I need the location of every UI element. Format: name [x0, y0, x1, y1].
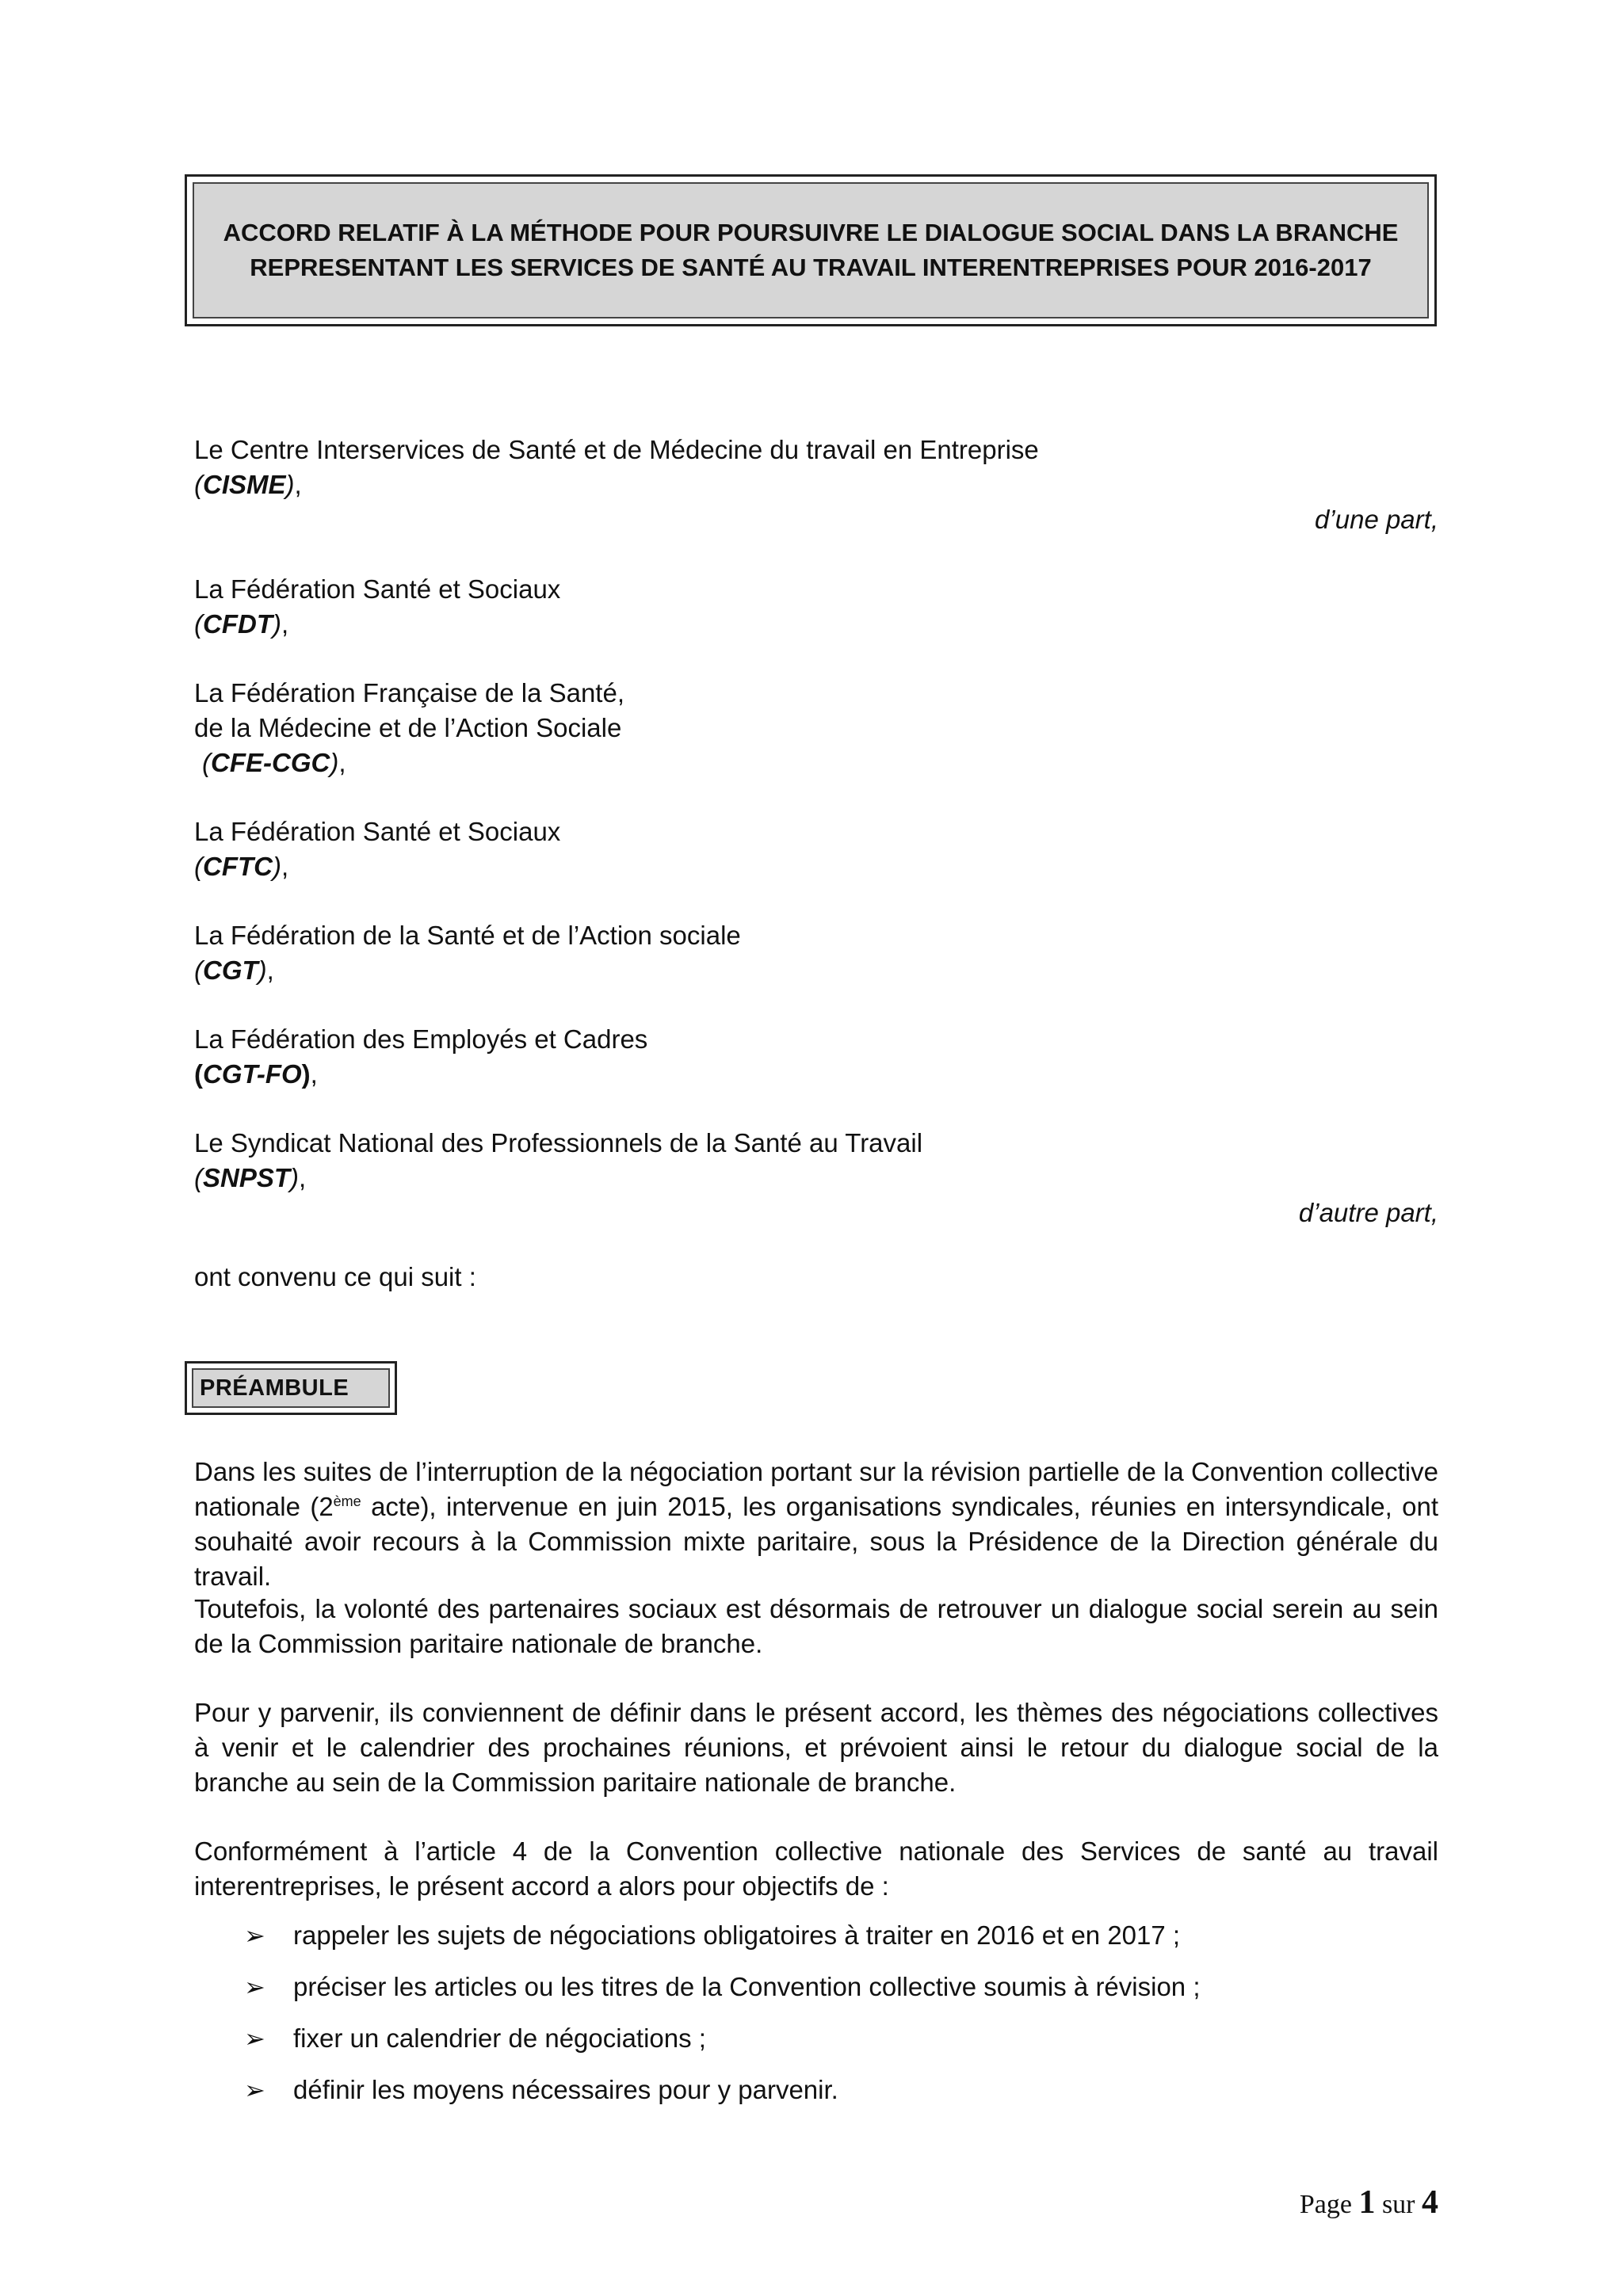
arrow-bullet-icon: ➢	[244, 1973, 265, 2001]
list-item: ➢ fixer un calendrier de négociations ;	[244, 2021, 706, 2056]
party-name: Le Syndicat National des Professionnels de la Santé au Travail	[194, 1128, 923, 1158]
party-name: La Fédération des Employés et Cadres	[194, 1024, 648, 1054]
arrow-bullet-icon: ➢	[244, 2024, 265, 2053]
page-footer: Page 1 sur 4	[1299, 2184, 1438, 2221]
party-snpst: Le Syndicat National des Professionnels de la Santé au Travail (SNPST),	[194, 1126, 1438, 1196]
list-item: ➢ définir les moyens nécessaires pour y parvenir.	[244, 2073, 838, 2107]
party-acronym: CFE-CGC	[211, 748, 330, 777]
party-cgt-fo: La Fédération des Employés et Cadres (CGT-FO),	[194, 1022, 1438, 1092]
section-label: PRÉAMBULE	[200, 1375, 349, 1401]
page-number: 1	[1358, 2184, 1376, 2221]
party-name: La Fédération Santé et Sociaux	[194, 574, 561, 604]
list-item: ➢ préciser les articles ou les titres de la Convention collective soumis à révision ;	[244, 1970, 1201, 2004]
paragraph-3: Pour y parvenir, ils conviennent de définir dans le présent accord, les thèmes des négociations collectives à venir et le calendrier des prochaines réunions, et prévoient ainsi le retour du dialogue social de la branche au sein de la Commission paritaire nationale de branche.	[194, 1698, 1438, 1797]
list-item: ➢ rappeler les sujets de négociations obligatoires à traiter en 2016 et en 2017 ;	[244, 1918, 1180, 1953]
party-name-2: de la Médecine et de l’Action Sociale	[194, 713, 622, 742]
title-line-1: ACCORD RELATIF À LA MÉTHODE POUR POURSUIVRE LE DIALOGUE SOCIAL DANS LA BRANCHE	[223, 219, 1399, 246]
party-acronym: CISME	[203, 470, 286, 499]
side-label-first: d’une part,	[1315, 505, 1438, 534]
side-label-second: d’autre part,	[1298, 1198, 1438, 1227]
party-cisme: Le Centre Interservices de Santé et de Médecine du travail en Entreprise (CISME),	[194, 433, 1438, 502]
party-cftc: La Fédération Santé et Sociaux (CFTC),	[194, 814, 1438, 884]
party-cgt: La Fédération de la Santé et de l’Action sociale (CGT),	[194, 918, 1438, 988]
paragraph-2: Toutefois, la volonté des partenaires sociaux est désormais de retrouver un dialogue social serein au sein de la Commission paritaire nationale de branche.	[194, 1594, 1438, 1658]
party-cfdt: La Fédération Santé et Sociaux (CFDT),	[194, 572, 1438, 642]
title-line-2: REPRESENTANT LES SERVICES DE SANTÉ AU TRAVAIL INTERENTREPRISES POUR 2016-2017	[250, 254, 1372, 281]
party-acronym: CGT	[203, 955, 258, 985]
section-preambule	[185, 1361, 397, 1415]
party-name: La Fédération Française de la Santé,	[194, 678, 625, 707]
party-name: La Fédération de la Santé et de l’Action sociale	[194, 921, 741, 950]
page-total: 4	[1422, 2184, 1438, 2221]
paragraph-1: Dans les suites de l’interruption de la négociation portant sur la révision partielle de la Convention collective nationale (2ème acte), intervenue en juin 2015, les organisations syndicales, réunies en intersyndicale, ont souhaité avoir recours à la Commission mixte paritaire, sous la Présidence de la Direction générale du travail.	[194, 1457, 1438, 1591]
party-acronym: CFTC	[203, 852, 273, 881]
arrow-bullet-icon: ➢	[244, 2076, 265, 2104]
party-name: La Fédération Santé et Sociaux	[194, 817, 561, 846]
title-box	[185, 174, 1437, 326]
party-acronym: CFDT	[203, 609, 273, 639]
paragraph-4: Conformément à l’article 4 de la Convention collective nationale des Services de santé au travail interentreprises, le présent accord a alors pour objectifs de :	[194, 1836, 1438, 1901]
arrow-bullet-icon: ➢	[244, 1921, 265, 1950]
agreed-text: ont convenu ce qui suit :	[194, 1262, 476, 1291]
party-cfe-cgc: La Fédération Française de la Santé, de la Médecine et de l’Action Sociale (CFE-CGC),	[194, 676, 1438, 780]
party-name: Le Centre Interservices de Santé et de Médecine du travail en Entreprise	[194, 435, 1039, 464]
party-acronym: CGT-FO	[203, 1059, 302, 1089]
party-acronym: SNPST	[203, 1163, 291, 1192]
